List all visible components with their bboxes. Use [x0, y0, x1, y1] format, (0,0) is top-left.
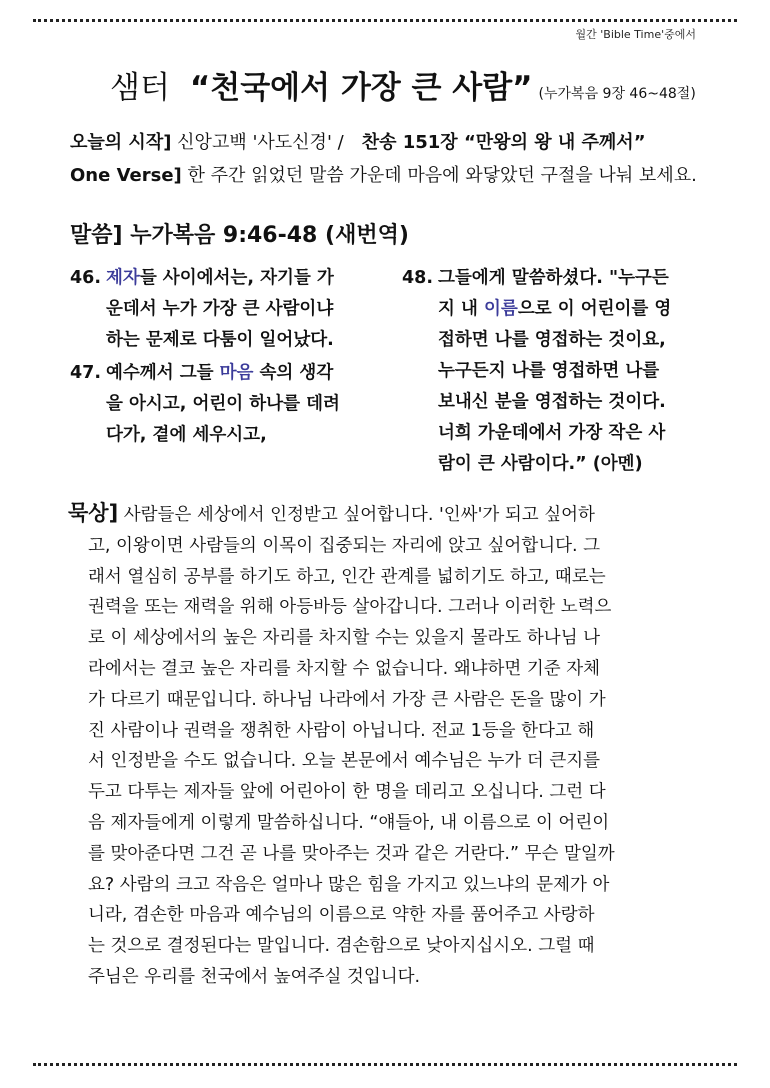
- top-dotted-rule: [33, 19, 737, 22]
- verse-text: 보내신 분을 영접하는 것이다.: [438, 392, 666, 412]
- meditation-block: [68, 498, 708, 993]
- highlight-word: 이름: [484, 299, 518, 319]
- bottom-dotted-rule: [33, 1063, 737, 1066]
- meditation-line: 서 인정받을 수도 없습니다. 오늘 본문에서 예수님은 누가 더 큰지를: [88, 751, 601, 772]
- meditation-line: 를 맞아준다면 그건 곧 나를 맞아주는 것과 같은 거란다.” 무슨 말일까: [88, 843, 615, 864]
- highlight-word: 제자: [106, 268, 140, 288]
- source-note: 월간 'Bible Time'중에서: [575, 28, 696, 41]
- verse-48: [402, 263, 702, 480]
- meditation-line: 요? 사람의 크고 작음은 얼마나 많은 힘을 가지고 있느냐의 문제가 아: [88, 874, 610, 895]
- page-title: [110, 62, 696, 107]
- meditation-line: 권력을 또는 재력을 위해 아등바등 살아갑니다. 그러나 이러한 노력으: [88, 597, 612, 618]
- verses-right-column: [402, 263, 702, 480]
- intro-start-line: [70, 126, 697, 159]
- verses-left-column: [70, 263, 370, 451]
- meditation-label: 묵상]: [68, 501, 119, 525]
- verse-text: 람이 큰 사람이다.” (아멘): [438, 454, 643, 474]
- verse-number: 48.: [402, 268, 434, 288]
- meditation-line: 는 것으로 결정된다는 말입니다. 겸손함으로 낮아지십시오. 그럴 때: [88, 936, 595, 957]
- intro-block: [70, 126, 697, 192]
- meditation-line: 두고 다투는 제자들 앞에 어린아이 한 명을 데리고 오십니다. 그런 다: [88, 782, 606, 803]
- title-quote: “천국에서 가장 큰 사람”: [189, 70, 533, 106]
- title-reference: (누가복음 9장 46~48절): [538, 86, 696, 102]
- verse-46: [70, 263, 370, 356]
- verse-number: 46.: [70, 268, 102, 288]
- start-text: 신앙고백 '사도신경' /: [177, 132, 344, 153]
- verse-text: 다가, 곁에 세우시고,: [106, 425, 267, 445]
- verse-text: 을 아시고, 어린이 하나를 데려: [106, 394, 340, 414]
- meditation-line: 음 제자들에게 이렇게 말씀하십니다. “얘들아, 내 이름으로 이 어린이: [88, 812, 610, 833]
- verse-text: 으로 이 어린이를 영: [517, 299, 672, 319]
- meditation-line: 주님은 우리를 천국에서 높여주실 것입니다.: [88, 966, 421, 987]
- verse-text: 누구든지 나를 영접하면 나를: [438, 361, 660, 381]
- title-prefix: 샘터: [110, 70, 170, 106]
- meditation-line: 고, 이왕이면 사람들의 이목이 집중되는 자리에 앉고 싶어합니다. 그: [88, 535, 601, 556]
- meditation-line: 니라, 겸손한 마음과 예수님의 이름으로 약한 자를 품어주고 사랑하: [88, 905, 595, 926]
- verse-text: 접하면 나를 영접하는 것이요,: [438, 330, 666, 350]
- word-heading: 말씀] 누가복음 9:46-48 (새번역): [70, 223, 409, 248]
- verse-text: 예수께서 그들: [106, 363, 220, 383]
- meditation-line: 래서 열심히 공부를 하기도 하고, 인간 관계를 넓히기도 하고, 때로는: [88, 566, 606, 587]
- verse-text: 지 내: [438, 299, 484, 319]
- start-label: 오늘의 시작]: [70, 132, 172, 153]
- verse-text: 속의 생각: [253, 363, 334, 383]
- verse-text: 그들에게 말씀하셨다. "누구든: [438, 268, 669, 288]
- verse-47: [70, 358, 370, 451]
- verse-text: 너희 가운데에서 가장 작은 사: [438, 423, 666, 443]
- verse-text: 들 사이에서는, 자기들 가: [139, 268, 334, 288]
- meditation-line: 가 다르기 때문입니다. 하나님 나라에서 가장 큰 사람은 돈을 많이 가: [88, 689, 606, 710]
- intro-verse-line: [70, 159, 697, 192]
- meditation-line: 사람들은 세상에서 인정받고 싶어합니다. '인싸'가 되고 싶어하: [123, 505, 595, 525]
- hymn-text: 찬송 151장 “만왕의 왕 내 주께서”: [361, 132, 646, 153]
- meditation-line: 로 이 세상에서의 높은 자리를 차지할 수는 있을지 몰라도 하나님 나: [88, 628, 601, 649]
- meditation-line: 진 사람이나 권력을 쟁취한 사람이 아닙니다. 전교 1등을 한다고 해: [88, 720, 595, 741]
- one-verse-label: One Verse]: [70, 165, 182, 186]
- verse-number: 47.: [70, 363, 102, 383]
- verse-text: 운데서 누가 가장 큰 사람이냐: [106, 299, 334, 319]
- highlight-word: 마음: [219, 363, 254, 383]
- one-verse-text: 한 주간 읽었던 말씀 가운데 마음에 와닿았던 구절을 나눠 보세요.: [187, 165, 697, 186]
- meditation-line: 라에서는 결코 높은 자리를 차지할 수 없습니다. 왜냐하면 기준 자체: [88, 658, 601, 679]
- verse-text: 하는 문제로 다툼이 일어났다.: [106, 330, 334, 350]
